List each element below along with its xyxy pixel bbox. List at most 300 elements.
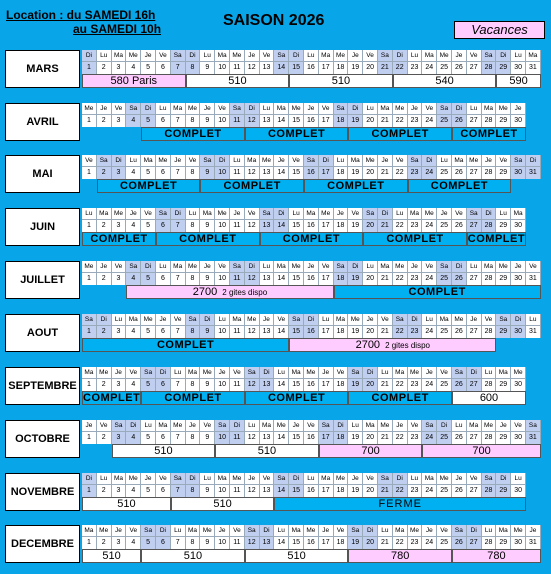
- day-cell[interactable]: [97, 525, 112, 549]
- day-cell[interactable]: [452, 314, 467, 338]
- day-cell[interactable]: [245, 103, 260, 127]
- complet-block[interactable]: [245, 391, 349, 405]
- day-cell[interactable]: [112, 208, 127, 232]
- day-cell[interactable]: [482, 103, 497, 127]
- day-cell[interactable]: [112, 314, 127, 338]
- day-cell[interactable]: [393, 367, 408, 391]
- day-cell[interactable]: [452, 208, 467, 232]
- day-cell[interactable]: [511, 50, 526, 74]
- day-cell[interactable]: [274, 155, 289, 179]
- day-cell[interactable]: [422, 208, 437, 232]
- day-cell[interactable]: [245, 525, 260, 549]
- price-block[interactable]: [141, 549, 245, 563]
- day-cell[interactable]: [230, 473, 245, 497]
- day-cell[interactable]: [348, 420, 363, 444]
- day-cell[interactable]: [274, 208, 289, 232]
- complet-block[interactable]: [348, 127, 452, 141]
- day-cell[interactable]: [511, 261, 526, 285]
- day-cell[interactable]: [215, 208, 230, 232]
- day-cell[interactable]: [215, 50, 230, 74]
- day-cell[interactable]: [141, 420, 156, 444]
- day-cell[interactable]: [215, 155, 230, 179]
- day-cell[interactable]: [467, 420, 482, 444]
- day-cell[interactable]: [319, 525, 334, 549]
- day-cell[interactable]: [334, 208, 349, 232]
- day-cell[interactable]: [334, 314, 349, 338]
- day-cell[interactable]: [319, 473, 334, 497]
- day-cell[interactable]: [156, 420, 171, 444]
- day-cell[interactable]: [452, 473, 467, 497]
- day-cell[interactable]: [112, 367, 127, 391]
- day-cell[interactable]: [408, 473, 423, 497]
- day-cell[interactable]: [496, 420, 511, 444]
- day-cell[interactable]: [482, 367, 497, 391]
- day-cell[interactable]: [363, 525, 378, 549]
- day-cell[interactable]: [289, 420, 304, 444]
- day-cell[interactable]: [452, 367, 467, 391]
- day-cell[interactable]: [289, 525, 304, 549]
- day-cell[interactable]: [319, 208, 334, 232]
- day-cell[interactable]: [230, 155, 245, 179]
- day-cell[interactable]: [126, 473, 141, 497]
- day-cell[interactable]: [156, 525, 171, 549]
- day-cell[interactable]: [215, 314, 230, 338]
- day-cell[interactable]: [82, 314, 97, 338]
- day-cell[interactable]: [141, 473, 156, 497]
- day-cell[interactable]: [378, 314, 393, 338]
- day-cell[interactable]: [319, 261, 334, 285]
- day-cell[interactable]: [348, 50, 363, 74]
- day-cell[interactable]: [348, 314, 363, 338]
- day-cell[interactable]: [467, 155, 482, 179]
- day-cell[interactable]: [319, 50, 334, 74]
- day-cell[interactable]: [215, 367, 230, 391]
- day-cell[interactable]: [452, 103, 467, 127]
- day-cell[interactable]: [408, 155, 423, 179]
- day-cell[interactable]: [126, 103, 141, 127]
- day-cell[interactable]: [200, 155, 215, 179]
- day-cell[interactable]: [186, 367, 201, 391]
- day-cell[interactable]: [82, 473, 97, 497]
- complet-block[interactable]: [363, 232, 467, 246]
- day-cell[interactable]: [245, 155, 260, 179]
- day-cell[interactable]: [260, 208, 275, 232]
- day-cell[interactable]: [230, 367, 245, 391]
- day-cell[interactable]: [230, 314, 245, 338]
- day-cell[interactable]: [526, 314, 541, 338]
- day-cell[interactable]: [393, 261, 408, 285]
- day-cell[interactable]: [363, 103, 378, 127]
- day-cell[interactable]: [467, 473, 482, 497]
- day-cell[interactable]: [437, 155, 452, 179]
- day-cell[interactable]: [171, 473, 186, 497]
- day-cell[interactable]: [422, 103, 437, 127]
- day-cell[interactable]: [348, 261, 363, 285]
- price-block[interactable]: [319, 444, 423, 458]
- day-cell[interactable]: [230, 261, 245, 285]
- complet-block[interactable]: [334, 285, 541, 299]
- day-cell[interactable]: [245, 50, 260, 74]
- day-cell[interactable]: [97, 473, 112, 497]
- day-cell[interactable]: [482, 155, 497, 179]
- day-cell[interactable]: [171, 314, 186, 338]
- day-cell[interactable]: [467, 314, 482, 338]
- day-cell[interactable]: [393, 314, 408, 338]
- day-cell[interactable]: [304, 420, 319, 444]
- day-cell[interactable]: [526, 261, 541, 285]
- day-cell[interactable]: [82, 103, 97, 127]
- complet-block[interactable]: [467, 232, 526, 246]
- day-cell[interactable]: [378, 473, 393, 497]
- day-cell[interactable]: [289, 473, 304, 497]
- day-cell[interactable]: [215, 261, 230, 285]
- day-cell[interactable]: [511, 367, 526, 391]
- day-cell[interactable]: [215, 420, 230, 444]
- day-cell[interactable]: [467, 525, 482, 549]
- day-cell[interactable]: [186, 155, 201, 179]
- day-cell[interactable]: [304, 50, 319, 74]
- day-cell[interactable]: [97, 50, 112, 74]
- day-cell[interactable]: [496, 50, 511, 74]
- day-cell[interactable]: [260, 155, 275, 179]
- day-cell[interactable]: [289, 367, 304, 391]
- day-cell[interactable]: [200, 525, 215, 549]
- day-cell[interactable]: [289, 208, 304, 232]
- day-cell[interactable]: [363, 473, 378, 497]
- day-cell[interactable]: [348, 473, 363, 497]
- day-cell[interactable]: [334, 367, 349, 391]
- day-cell[interactable]: [482, 525, 497, 549]
- day-cell[interactable]: [186, 314, 201, 338]
- price-block[interactable]: [82, 497, 171, 511]
- day-cell[interactable]: [348, 155, 363, 179]
- price-block[interactable]: [348, 549, 452, 563]
- day-cell[interactable]: [274, 50, 289, 74]
- price-block[interactable]: [215, 444, 319, 458]
- day-cell[interactable]: [511, 420, 526, 444]
- day-cell[interactable]: [186, 103, 201, 127]
- day-cell[interactable]: [200, 261, 215, 285]
- day-cell[interactable]: [422, 525, 437, 549]
- day-cell[interactable]: [467, 261, 482, 285]
- day-cell[interactable]: [112, 50, 127, 74]
- complet-block[interactable]: [156, 232, 260, 246]
- day-cell[interactable]: [97, 261, 112, 285]
- day-cell[interactable]: [304, 103, 319, 127]
- day-cell[interactable]: [200, 103, 215, 127]
- day-cell[interactable]: [126, 420, 141, 444]
- day-cell[interactable]: [112, 103, 127, 127]
- day-cell[interactable]: [378, 103, 393, 127]
- day-cell[interactable]: [334, 420, 349, 444]
- day-cell[interactable]: [260, 261, 275, 285]
- day-cell[interactable]: [141, 103, 156, 127]
- day-cell[interactable]: [156, 367, 171, 391]
- day-cell[interactable]: [348, 103, 363, 127]
- day-cell[interactable]: [393, 525, 408, 549]
- day-cell[interactable]: [422, 314, 437, 338]
- day-cell[interactable]: [186, 261, 201, 285]
- day-cell[interactable]: [97, 103, 112, 127]
- day-cell[interactable]: [289, 50, 304, 74]
- day-cell[interactable]: [393, 420, 408, 444]
- complet-block[interactable]: [348, 391, 452, 405]
- day-cell[interactable]: [334, 473, 349, 497]
- day-cell[interactable]: [467, 103, 482, 127]
- day-cell[interactable]: [97, 155, 112, 179]
- day-cell[interactable]: [141, 314, 156, 338]
- day-cell[interactable]: [408, 208, 423, 232]
- day-cell[interactable]: [467, 208, 482, 232]
- day-cell[interactable]: [141, 50, 156, 74]
- day-cell[interactable]: [334, 103, 349, 127]
- complet-block[interactable]: [245, 127, 349, 141]
- day-cell[interactable]: [186, 420, 201, 444]
- day-cell[interactable]: [97, 367, 112, 391]
- complet-block[interactable]: [260, 232, 364, 246]
- day-cell[interactable]: [304, 367, 319, 391]
- day-cell[interactable]: [274, 314, 289, 338]
- day-cell[interactable]: [156, 208, 171, 232]
- day-cell[interactable]: [260, 103, 275, 127]
- day-cell[interactable]: [186, 525, 201, 549]
- day-cell[interactable]: [156, 314, 171, 338]
- day-cell[interactable]: [274, 420, 289, 444]
- day-cell[interactable]: [260, 367, 275, 391]
- day-cell[interactable]: [171, 525, 186, 549]
- price-block[interactable]: [245, 549, 349, 563]
- complet-block[interactable]: [408, 179, 512, 193]
- day-cell[interactable]: [200, 420, 215, 444]
- day-cell[interactable]: [526, 155, 541, 179]
- day-cell[interactable]: [186, 473, 201, 497]
- day-cell[interactable]: [511, 525, 526, 549]
- day-cell[interactable]: [378, 50, 393, 74]
- day-cell[interactable]: [274, 261, 289, 285]
- complet-block[interactable]: [82, 338, 289, 352]
- day-cell[interactable]: [511, 155, 526, 179]
- day-cell[interactable]: [526, 525, 541, 549]
- price-block[interactable]: [82, 549, 141, 563]
- day-cell[interactable]: [304, 473, 319, 497]
- day-cell[interactable]: [112, 261, 127, 285]
- day-cell[interactable]: [363, 261, 378, 285]
- price-block[interactable]: [496, 74, 540, 88]
- day-cell[interactable]: [378, 525, 393, 549]
- day-cell[interactable]: [289, 103, 304, 127]
- day-cell[interactable]: [200, 367, 215, 391]
- day-cell[interactable]: [245, 473, 260, 497]
- day-cell[interactable]: [171, 208, 186, 232]
- day-cell[interactable]: [260, 420, 275, 444]
- day-cell[interactable]: [289, 314, 304, 338]
- complet-block[interactable]: [141, 127, 245, 141]
- day-cell[interactable]: [156, 103, 171, 127]
- day-cell[interactable]: [511, 314, 526, 338]
- day-cell[interactable]: [437, 473, 452, 497]
- day-cell[interactable]: [437, 103, 452, 127]
- day-cell[interactable]: [422, 261, 437, 285]
- day-cell[interactable]: [319, 367, 334, 391]
- day-cell[interactable]: [82, 420, 97, 444]
- price-block[interactable]: [289, 338, 496, 352]
- day-cell[interactable]: [408, 420, 423, 444]
- day-cell[interactable]: [334, 155, 349, 179]
- day-cell[interactable]: [82, 208, 97, 232]
- day-cell[interactable]: [260, 525, 275, 549]
- day-cell[interactable]: [437, 314, 452, 338]
- day-cell[interactable]: [452, 420, 467, 444]
- day-cell[interactable]: [437, 261, 452, 285]
- day-cell[interactable]: [171, 420, 186, 444]
- day-cell[interactable]: [393, 208, 408, 232]
- day-cell[interactable]: [363, 367, 378, 391]
- day-cell[interactable]: [304, 314, 319, 338]
- day-cell[interactable]: [304, 261, 319, 285]
- day-cell[interactable]: [274, 103, 289, 127]
- day-cell[interactable]: [408, 367, 423, 391]
- day-cell[interactable]: [82, 367, 97, 391]
- day-cell[interactable]: [97, 208, 112, 232]
- day-cell[interactable]: [422, 473, 437, 497]
- day-cell[interactable]: [200, 314, 215, 338]
- day-cell[interactable]: [496, 367, 511, 391]
- day-cell[interactable]: [437, 525, 452, 549]
- day-cell[interactable]: [348, 208, 363, 232]
- day-cell[interactable]: [511, 473, 526, 497]
- day-cell[interactable]: [230, 420, 245, 444]
- day-cell[interactable]: [274, 525, 289, 549]
- day-cell[interactable]: [304, 155, 319, 179]
- complet-block[interactable]: [82, 391, 141, 405]
- day-cell[interactable]: [112, 525, 127, 549]
- day-cell[interactable]: [82, 525, 97, 549]
- day-cell[interactable]: [496, 525, 511, 549]
- day-cell[interactable]: [245, 261, 260, 285]
- day-cell[interactable]: [112, 155, 127, 179]
- day-cell[interactable]: [437, 367, 452, 391]
- day-cell[interactable]: [467, 50, 482, 74]
- day-cell[interactable]: [97, 314, 112, 338]
- day-cell[interactable]: [422, 420, 437, 444]
- day-cell[interactable]: [215, 473, 230, 497]
- day-cell[interactable]: [82, 261, 97, 285]
- day-cell[interactable]: [200, 50, 215, 74]
- day-cell[interactable]: [482, 261, 497, 285]
- day-cell[interactable]: [363, 50, 378, 74]
- day-cell[interactable]: [171, 155, 186, 179]
- day-cell[interactable]: [245, 208, 260, 232]
- day-cell[interactable]: [526, 420, 541, 444]
- day-cell[interactable]: [126, 367, 141, 391]
- day-cell[interactable]: [496, 473, 511, 497]
- day-cell[interactable]: [274, 367, 289, 391]
- complet-block[interactable]: [82, 232, 156, 246]
- day-cell[interactable]: [437, 208, 452, 232]
- price-block[interactable]: [393, 74, 497, 88]
- day-cell[interactable]: [186, 208, 201, 232]
- day-cell[interactable]: [319, 103, 334, 127]
- day-cell[interactable]: [496, 208, 511, 232]
- day-cell[interactable]: [230, 50, 245, 74]
- day-cell[interactable]: [452, 50, 467, 74]
- day-cell[interactable]: [304, 208, 319, 232]
- complet-block[interactable]: [304, 179, 408, 193]
- complet-block[interactable]: [141, 391, 245, 405]
- day-cell[interactable]: [378, 261, 393, 285]
- price-block[interactable]: [186, 74, 290, 88]
- day-cell[interactable]: [245, 420, 260, 444]
- day-cell[interactable]: [112, 420, 127, 444]
- day-cell[interactable]: [363, 208, 378, 232]
- day-cell[interactable]: [126, 261, 141, 285]
- day-cell[interactable]: [82, 155, 97, 179]
- day-cell[interactable]: [126, 155, 141, 179]
- day-cell[interactable]: [437, 50, 452, 74]
- day-cell[interactable]: [141, 261, 156, 285]
- price-block[interactable]: [289, 74, 393, 88]
- day-cell[interactable]: [393, 50, 408, 74]
- day-cell[interactable]: [348, 525, 363, 549]
- day-cell[interactable]: [304, 525, 319, 549]
- day-cell[interactable]: [378, 208, 393, 232]
- day-cell[interactable]: [496, 314, 511, 338]
- day-cell[interactable]: [378, 155, 393, 179]
- day-cell[interactable]: [393, 103, 408, 127]
- day-cell[interactable]: [319, 420, 334, 444]
- day-cell[interactable]: [230, 525, 245, 549]
- day-cell[interactable]: [511, 208, 526, 232]
- complet-block[interactable]: [452, 127, 526, 141]
- day-cell[interactable]: [422, 367, 437, 391]
- price-block[interactable]: [126, 285, 333, 299]
- day-cell[interactable]: [408, 50, 423, 74]
- day-cell[interactable]: [482, 473, 497, 497]
- day-cell[interactable]: [511, 103, 526, 127]
- day-cell[interactable]: [141, 367, 156, 391]
- day-cell[interactable]: [156, 473, 171, 497]
- day-cell[interactable]: [245, 314, 260, 338]
- day-cell[interactable]: [363, 155, 378, 179]
- day-cell[interactable]: [408, 261, 423, 285]
- ferme-block[interactable]: [274, 497, 526, 511]
- day-cell[interactable]: [334, 50, 349, 74]
- day-cell[interactable]: [171, 367, 186, 391]
- day-cell[interactable]: [289, 155, 304, 179]
- price-block[interactable]: [422, 444, 540, 458]
- day-cell[interactable]: [378, 420, 393, 444]
- day-cell[interactable]: [422, 50, 437, 74]
- day-cell[interactable]: [171, 261, 186, 285]
- day-cell[interactable]: [348, 367, 363, 391]
- day-cell[interactable]: [422, 155, 437, 179]
- day-cell[interactable]: [171, 50, 186, 74]
- day-cell[interactable]: [452, 155, 467, 179]
- day-cell[interactable]: [289, 261, 304, 285]
- day-cell[interactable]: [452, 525, 467, 549]
- day-cell[interactable]: [482, 314, 497, 338]
- day-cell[interactable]: [156, 261, 171, 285]
- day-cell[interactable]: [363, 420, 378, 444]
- day-cell[interactable]: [319, 155, 334, 179]
- day-cell[interactable]: [452, 261, 467, 285]
- day-cell[interactable]: [319, 314, 334, 338]
- day-cell[interactable]: [200, 208, 215, 232]
- day-cell[interactable]: [363, 314, 378, 338]
- day-cell[interactable]: [393, 155, 408, 179]
- day-cell[interactable]: [141, 525, 156, 549]
- day-cell[interactable]: [334, 261, 349, 285]
